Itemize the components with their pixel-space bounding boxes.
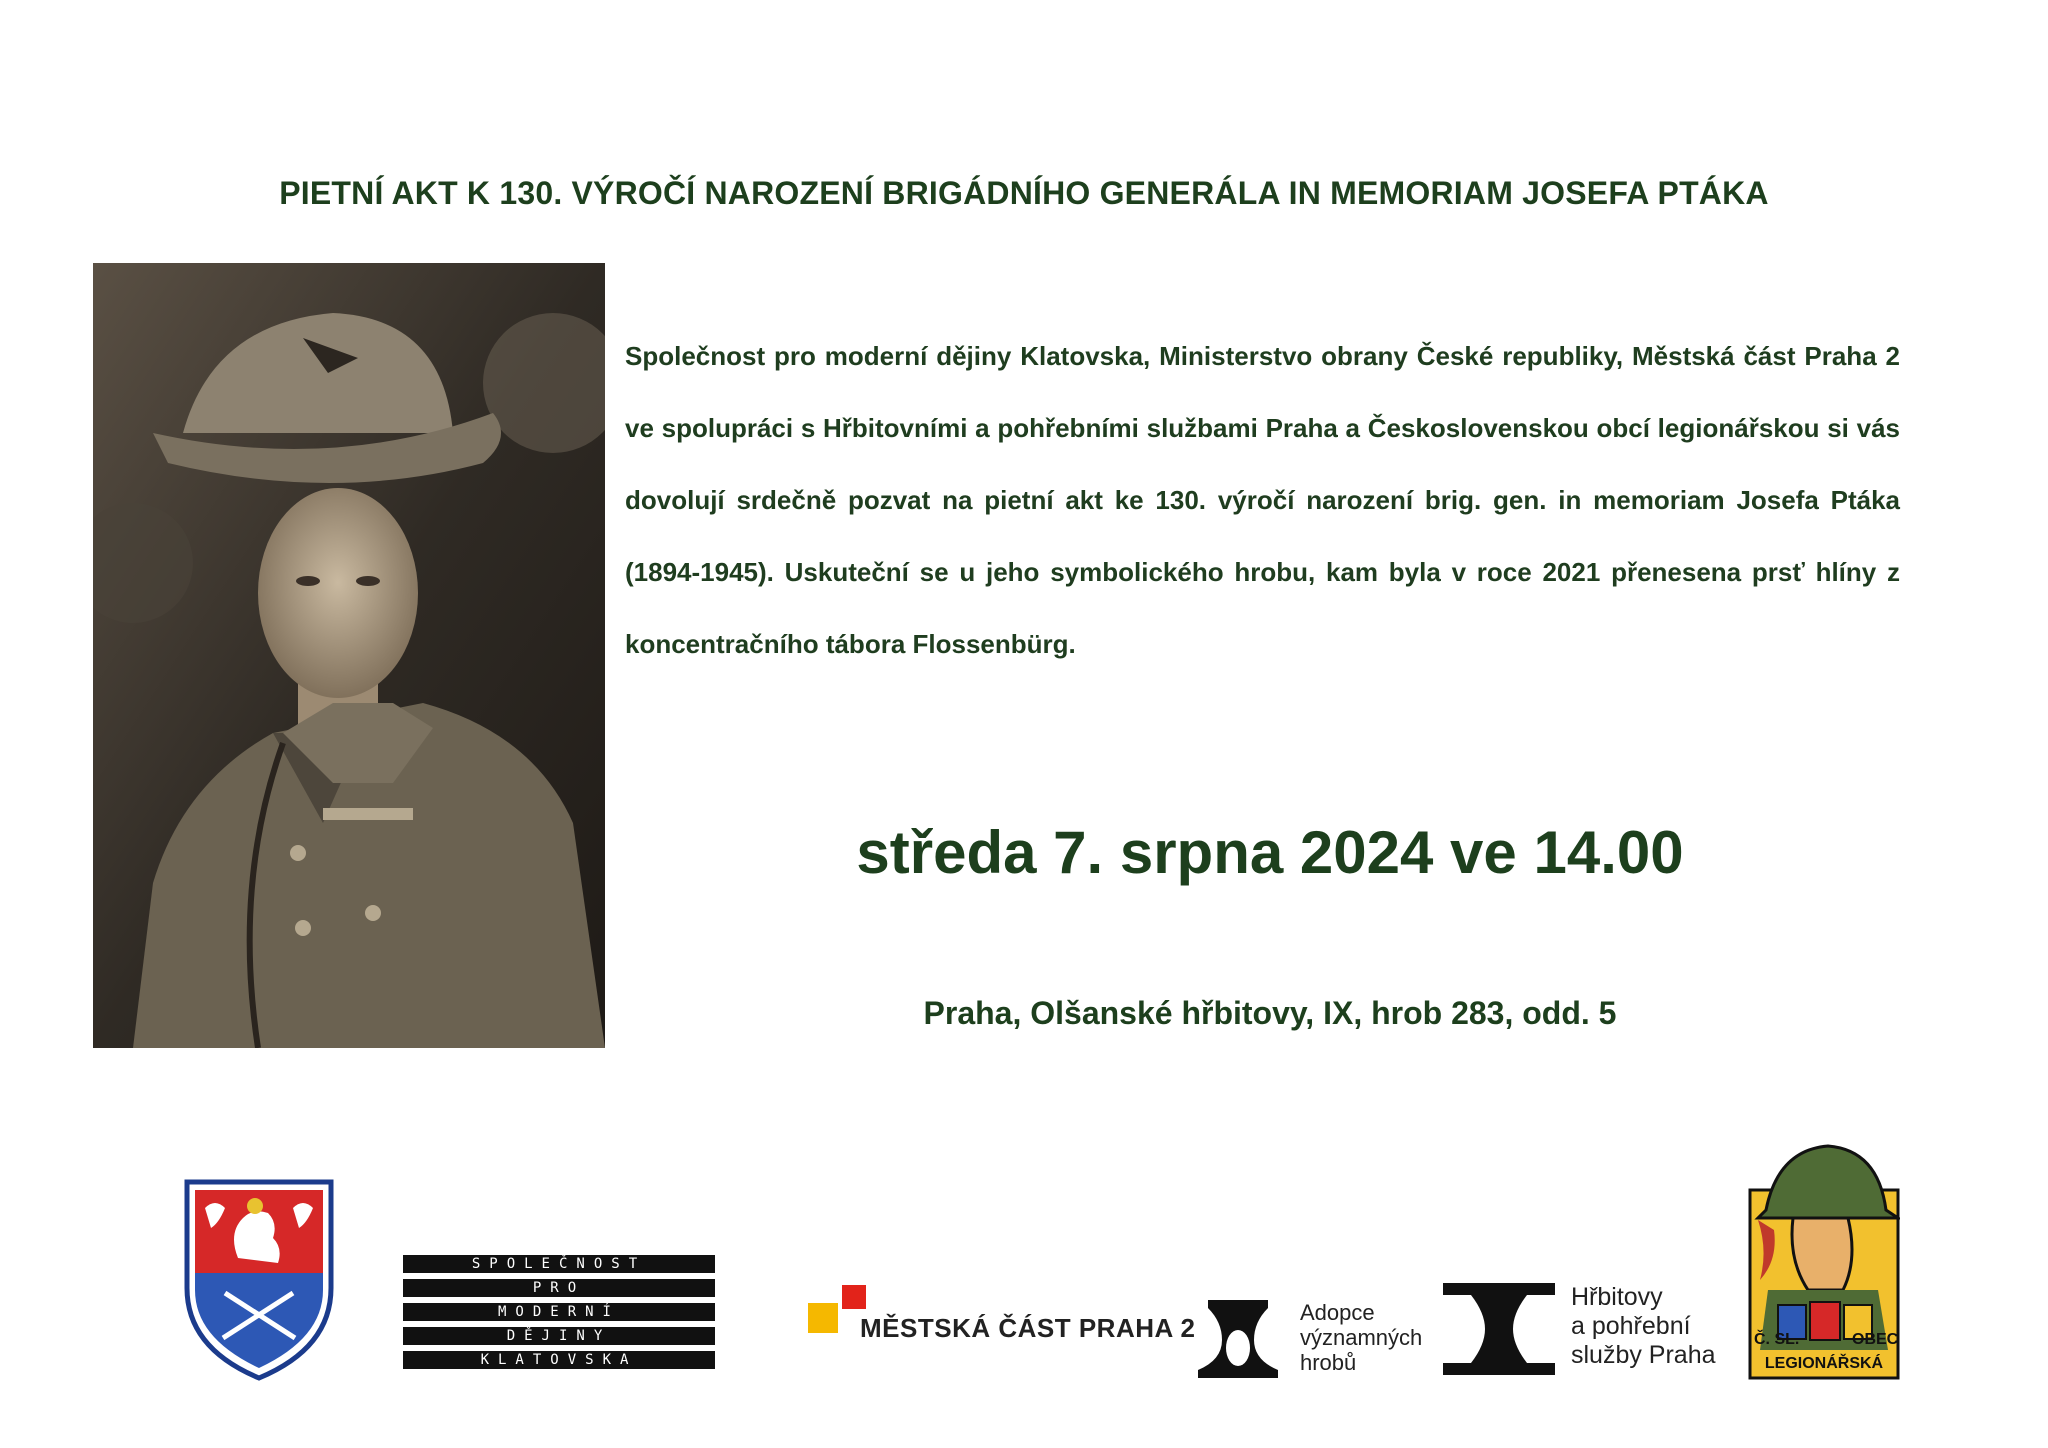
csol-label-left: Č. SL. — [1754, 1331, 1800, 1348]
adopce-text: Adopce významných hrobů — [1300, 1300, 1423, 1375]
event-date: středa 7. srpna 2024 ve 14.00 — [856, 819, 1684, 886]
csol-label-right: OBEC — [1852, 1331, 1899, 1348]
spmd-line: MODERNÍ — [403, 1303, 715, 1321]
ministry-of-defence-logo — [183, 1178, 335, 1383]
spmd-line: DĚJINY — [403, 1327, 715, 1345]
praha2-logo — [808, 1285, 1196, 1345]
portrait-photo — [93, 263, 605, 1048]
spmd-klatovska-logo — [403, 1255, 715, 1375]
praha2-label: MĚSTSKÁ ČÁST PRAHA 2 — [860, 1313, 1196, 1343]
praha2-yellow-square — [808, 1303, 838, 1333]
adopce-hrobu-logo — [1188, 1300, 1458, 1380]
csol-logo — [1748, 1140, 1900, 1380]
hps-praha-logo — [1443, 1283, 1743, 1378]
spmd-line: PRO — [403, 1279, 715, 1297]
praha2-red-square — [842, 1285, 866, 1309]
page-title: PIETNÍ AKT K 130. VÝROČÍ NAROZENÍ BRIGÁDNÍHO GENERÁLA IN MEMORIAM JOSEFA PTÁKA — [279, 175, 1769, 211]
adopce-symbol-icon — [1188, 1300, 1288, 1378]
invitation-text: Společnost pro moderní dějiny Klatovska, Ministerstvo obrany České republiky, Městská část Praha 2 ve spolupráci s Hřbitovními a pohřebními službami Praha a Československou obcí legionářskou si vás dovolují srdečně pozvat na pietní akt ke 130. výročí narození brig. gen. in memoriam Josefa Ptáka (1894-1945). Uskuteční se u jeho symbolického hrobu, kam byla v roce 2021 přenesena prsť hlíny z koncentračního tábora Flossenbürg. — [625, 341, 1900, 659]
portrait-illustration — [93, 263, 605, 1048]
hps-symbol-icon — [1443, 1283, 1555, 1375]
hps-text: Hřbitovy a pohřební služby Praha — [1571, 1283, 1716, 1369]
spmd-line: KLATOVSKA — [403, 1351, 715, 1369]
event-place: Praha, Olšanské hřbitovy, IX, hrob 283, odd. 5 — [923, 995, 1617, 1031]
spmd-line: SPOLEČNOST — [403, 1255, 715, 1273]
csol-label-bottom: LEGIONÁŘSKÁ — [1764, 1355, 1884, 1372]
